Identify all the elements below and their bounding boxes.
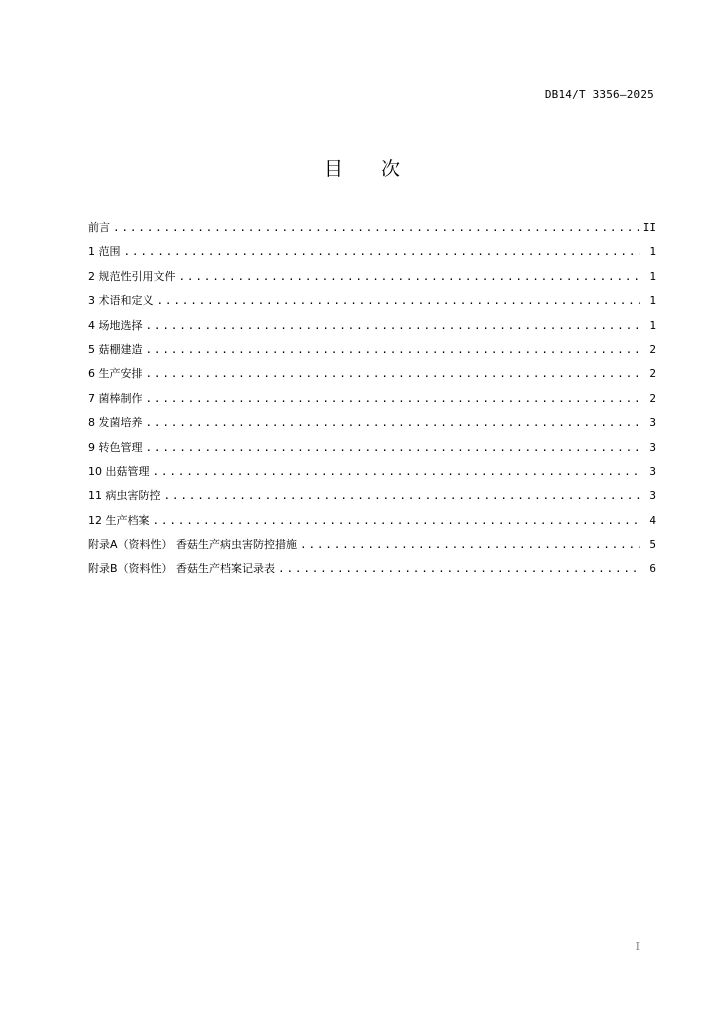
toc-dot-leader	[278, 561, 640, 577]
document-code: DB14/T 3356—2025	[544, 88, 654, 101]
toc-entry-color-change[interactable]	[88, 440, 656, 464]
toc-entry-foreword[interactable]	[88, 220, 656, 244]
page-title-part-2: 次	[381, 158, 401, 180]
toc-dot-leader	[153, 464, 641, 480]
toc-entry-scope[interactable]	[88, 244, 656, 268]
toc-entry-label: 附录B（资料性） 香菇生产档案记录表	[88, 562, 276, 576]
toc-entry-site-selection[interactable]	[88, 318, 656, 342]
toc-entry-pest-control[interactable]	[88, 488, 656, 512]
toc-dot-leader	[179, 269, 641, 285]
toc-entry-label: 附录A（资料性） 香菇生产病虫害防控措施	[88, 538, 298, 552]
toc-entry-page: 3	[649, 489, 656, 503]
toc-dot-leader	[157, 293, 641, 309]
toc-entry-label: 10 出菇管理	[88, 464, 150, 478]
toc-entry-page: 2	[649, 367, 656, 381]
toc-entry-page: 1	[649, 318, 656, 332]
toc-entry-page: 1	[649, 294, 656, 308]
toc-entry-log-making[interactable]	[88, 391, 656, 415]
toc-entry-production-records[interactable]	[88, 513, 656, 537]
toc-dot-leader	[146, 440, 641, 456]
toc-entry-appendix-a[interactable]	[88, 537, 656, 561]
toc-entry-page: 1	[649, 245, 656, 259]
toc-entry-production-schedule[interactable]	[88, 366, 656, 390]
toc-entry-label: 4 场地选择	[88, 318, 143, 332]
toc-entry-label: 3 术语和定义	[88, 294, 154, 308]
page-title	[0, 154, 724, 181]
toc-dot-leader	[300, 537, 640, 553]
toc-entry-label: 11 病虫害防控	[88, 489, 161, 503]
toc-entry-fruiting-management[interactable]	[88, 464, 656, 488]
toc-entry-page: II	[642, 221, 656, 234]
toc-entry-label: 9 转色管理	[88, 440, 143, 454]
toc-entry-appendix-b[interactable]	[88, 561, 656, 585]
toc-entry-page: 4	[649, 513, 656, 527]
toc-entry-page: 2	[649, 391, 656, 405]
toc-entry-label: 2 规范性引用文件	[88, 269, 176, 283]
toc-entry-spawn-culture[interactable]	[88, 415, 656, 439]
table-of-contents	[88, 220, 656, 586]
toc-entry-page: 3	[649, 416, 656, 430]
toc-entry-shed-construction[interactable]	[88, 342, 656, 366]
toc-dot-leader	[113, 220, 639, 236]
page-number: I	[635, 940, 640, 953]
toc-entry-label: 5 菇棚建造	[88, 342, 143, 356]
toc-dot-leader	[124, 244, 641, 260]
toc-entry-label: 7 菌棒制作	[88, 391, 143, 405]
toc-entry-page: 2	[649, 342, 656, 356]
toc-dot-leader	[146, 391, 641, 407]
toc-dot-leader	[153, 513, 641, 529]
toc-entry-page: 3	[649, 440, 656, 454]
toc-dot-leader	[146, 366, 641, 382]
toc-entry-normative-references[interactable]	[88, 269, 656, 293]
toc-entry-terms-definitions[interactable]	[88, 293, 656, 317]
toc-dot-leader	[146, 318, 641, 334]
toc-entry-label: 8 发菌培养	[88, 416, 143, 430]
toc-entry-page: 5	[649, 538, 656, 552]
toc-entry-page: 1	[649, 269, 656, 283]
toc-entry-label: 6 生产安排	[88, 367, 143, 381]
page-title-part-1: 目	[323, 158, 343, 180]
toc-dot-leader	[146, 342, 641, 358]
toc-entry-label: 1 范围	[88, 245, 121, 259]
toc-dot-leader	[146, 415, 641, 431]
toc-entry-page: 6	[649, 562, 656, 576]
toc-entry-label: 12 生产档案	[88, 513, 150, 527]
toc-dot-leader	[164, 488, 641, 504]
toc-entry-label: 前言	[88, 221, 110, 234]
toc-entry-page: 3	[649, 464, 656, 478]
